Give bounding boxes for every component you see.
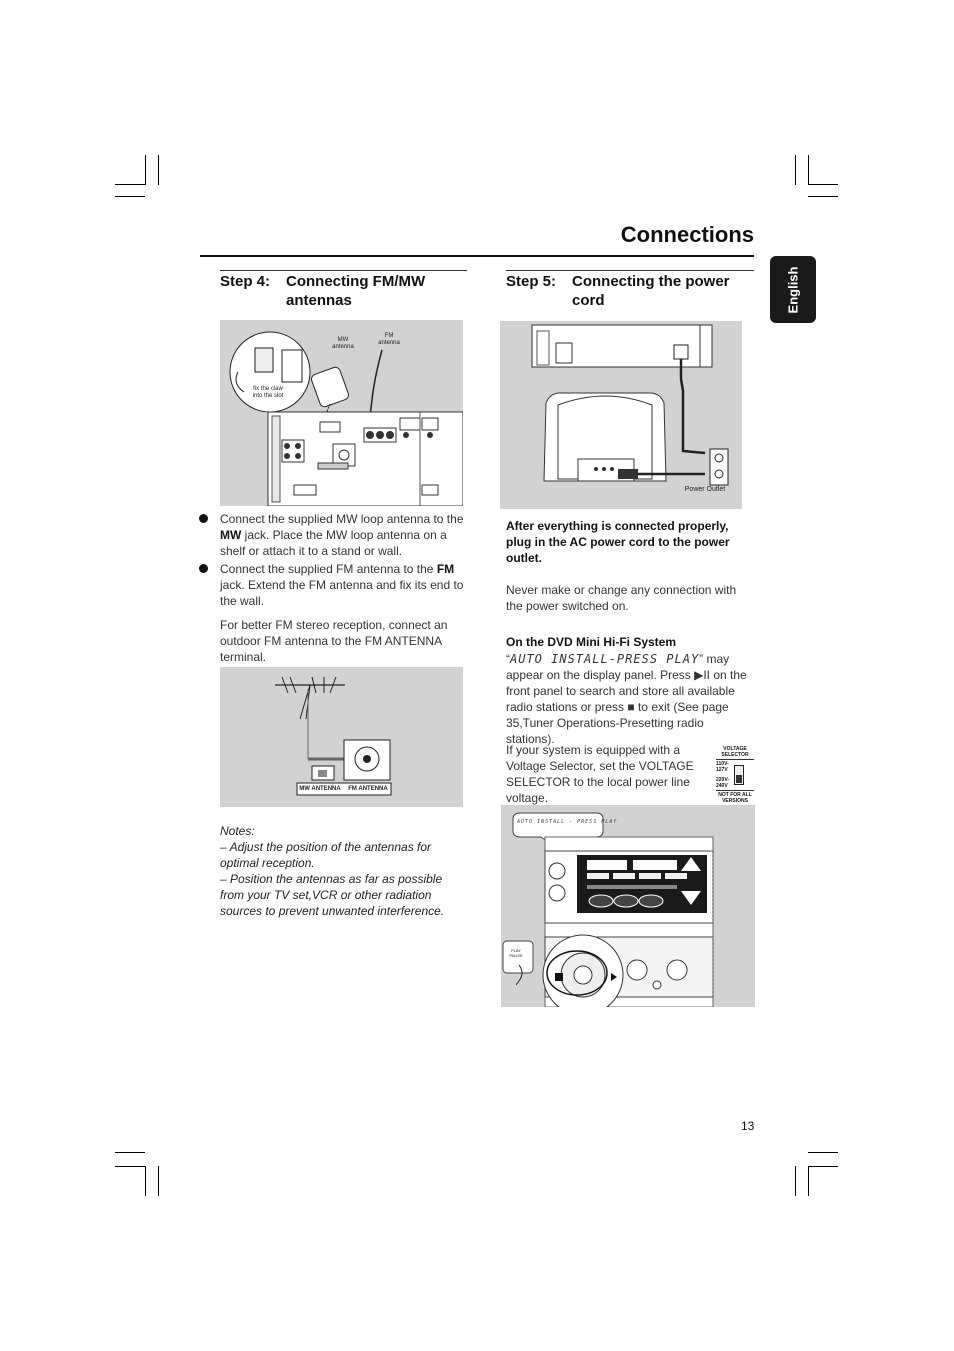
pause-label: PAUSE (509, 953, 523, 958)
play-pause-label (505, 948, 527, 958)
fm-antenna-terminal-label: FM ANTENNA (348, 786, 388, 792)
step5-rule (506, 270, 754, 271)
notes-title: Notes: (220, 824, 255, 838)
crop-mark (158, 1166, 159, 1196)
bullet-mw-post: jack. Place the MW loop antenna on a shelf or attach it to a stand or wall. (220, 528, 447, 558)
crop-mark (145, 1166, 146, 1196)
outdoor-antenna-figure (220, 667, 463, 807)
outdoor-antenna-text: For better FM stereo reception, connect an outdoor FM antenna to the FM ANTENNA terminal. (220, 618, 448, 664)
claw-label-line2: into the slot (252, 393, 284, 399)
bullet-fm-bold: FM (436, 562, 455, 576)
step4-rule (220, 270, 467, 271)
voltage-220: 220V- (716, 777, 730, 783)
bullet-fm-pre: Connect the supplied FM antenna to the (220, 562, 437, 576)
step4-title-line1: Connecting FM/MW (286, 273, 426, 290)
voltage-switch-icon (734, 765, 744, 785)
crop-mark (115, 1166, 145, 1167)
step5-number: Step 5: (506, 273, 557, 290)
step5-title-line2: cord (572, 292, 605, 309)
bullet-fm (220, 561, 465, 609)
voltage-110: 110V- (716, 761, 729, 767)
fm-label-line2: antenna (378, 340, 400, 346)
mw-antenna-terminal-label: MW ANTENNA (299, 786, 341, 792)
auto-install-text: may appear on the display panel. Press ▶II on the front panel to search and store all available radio stations or press ■ to exit (See page 35,Tuner Operations-Presetting radio stations). (506, 652, 747, 746)
step4-title-line2: antennas (286, 292, 352, 309)
plug-in-instruction: After everything is connected properly, plug in the AC power cord to the power outlet. (506, 519, 730, 565)
bullet-mw-bold: MW (220, 528, 242, 542)
crop-mark (808, 184, 838, 185)
play-label: PLAY (511, 948, 521, 953)
crop-mark (808, 1166, 809, 1196)
title-rule (200, 255, 754, 257)
power-warning: Never make or change any connection with the power switched on. (506, 583, 737, 613)
step4-heading (220, 272, 467, 312)
voltage-footer (716, 792, 754, 804)
voltage-title2: SELECTOR (721, 752, 749, 758)
crop-mark (115, 184, 145, 185)
voltage-selector-figure (716, 746, 754, 802)
voltage-foot1: NOT FOR ALL (718, 792, 752, 798)
front-panel-figure (501, 805, 755, 1007)
crop-mark (795, 1166, 796, 1196)
language-tab (770, 256, 816, 323)
power-outlet-label: Power Outlet (684, 486, 726, 493)
fm-antenna-label (374, 333, 404, 347)
voltage-foot2: VERSIONS (722, 798, 748, 804)
crop-mark (808, 1166, 838, 1167)
voltage-option1 (716, 761, 729, 773)
voltage-240: 240V (716, 783, 728, 789)
mw-label-line1: MW (337, 337, 349, 343)
step5-title-line1: Connecting the power (572, 273, 730, 290)
lcd-auto-install: AUTO INSTALL-PRESS PLAY (510, 652, 700, 666)
crop-mark (808, 196, 838, 197)
crop-mark (795, 155, 796, 185)
bullet-icon (199, 514, 208, 523)
crop-mark (145, 155, 146, 185)
bullet-mw (220, 511, 465, 559)
voltage-selector-text: If your system is equipped with a Voltage Selector, set the VOLTAGE SELECTOR to the local power line voltage. (506, 743, 694, 805)
fm-label-line1: FM (384, 333, 394, 339)
bullet-icon (199, 564, 208, 573)
page-title: Connections (620, 222, 754, 247)
bullet-fm-post: jack. Extend the FM antenna and fix its end to the wall. (220, 578, 464, 608)
voltage-option2 (716, 777, 729, 789)
dvd-mini-hifi-subheading: On the DVD Mini Hi-Fi System (506, 635, 677, 649)
step4-number: Step 4: (220, 273, 271, 290)
crop-mark (808, 155, 809, 185)
power-cord-figure (500, 321, 742, 509)
note-interference: – Position the antennas as far as possible from your TV set,VCR or other radiation sources to prevent unwanted interference. (220, 872, 445, 918)
voltage-title1: VOLTAGE (723, 746, 747, 752)
antenna-connection-figure (220, 320, 463, 506)
crop-mark (115, 1152, 145, 1153)
language-tab-label: English (785, 266, 801, 313)
auto-install-paragraph: “AUTO INSTALL-PRESS PLAY” may appear on the display panel. Press ▶II on the front panel to search and store all available radio stations or press ■ to exit (See page 35,Tuner Operations-Presetting radio stations). (506, 652, 747, 746)
mw-label-line2: antenna (332, 344, 354, 350)
mw-antenna-label (328, 337, 358, 351)
lcd-bubble-text: AUTO INSTALL - PRESS PLAY (517, 819, 618, 825)
crop-mark (115, 196, 145, 197)
page-number: 13 (741, 1119, 755, 1133)
claw-label-line1: fix the claw (253, 386, 283, 392)
claw-label (246, 386, 290, 400)
voltage-127: 127V (716, 767, 728, 773)
power-cord-illustration (500, 321, 742, 509)
crop-mark (158, 155, 159, 185)
bullet-mw-pre: Connect the supplied MW loop antenna to the (220, 512, 464, 526)
step5-heading (506, 272, 754, 312)
front-panel-illustration (501, 805, 755, 1007)
note-optimal-reception: – Adjust the position of the antennas for optimal reception. (220, 840, 432, 870)
crop-mark (808, 1152, 838, 1153)
